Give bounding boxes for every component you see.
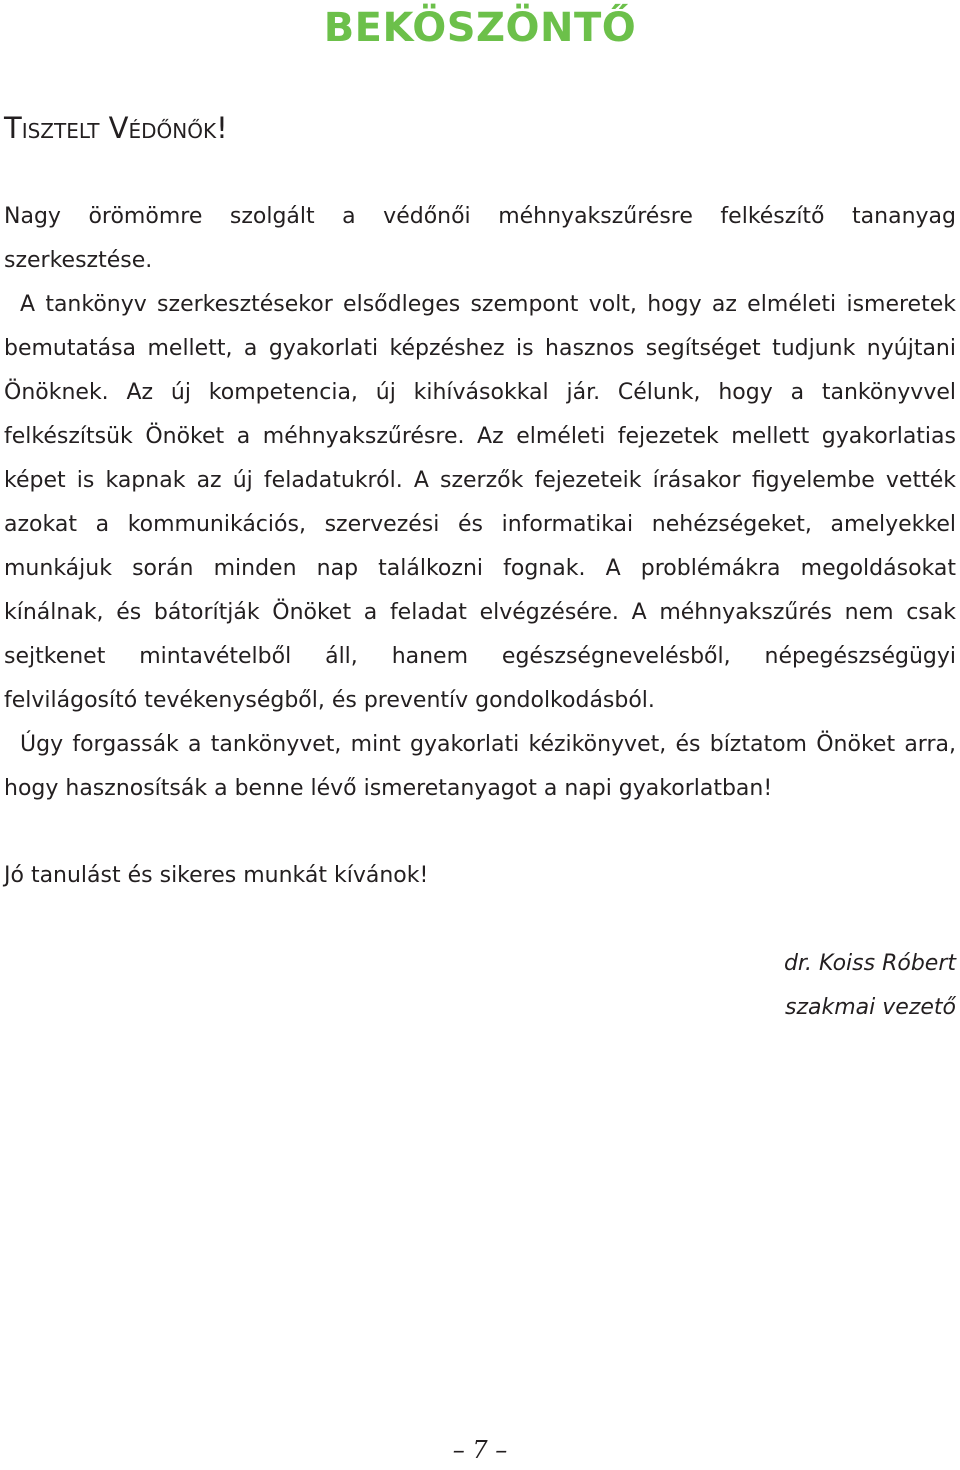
salutation: Tisztelt Védőnők!: [4, 111, 228, 145]
signature-name: dr. Koiss Róbert: [783, 951, 956, 976]
signature-role: szakmai vezető: [785, 995, 956, 1020]
body-text: [4, 195, 956, 811]
signature-block: [784, 942, 956, 1030]
page-number: – 7 –: [452, 1436, 508, 1464]
paragraph-1: Nagy örömömre szolgált a védőnői méhnyakszűrésre felkészítő tananyag szerkesztése.: [4, 204, 956, 273]
paragraph-2: A tankönyv szerkesztésekor elsődleges szempont volt, hogy az elméleti ismeretek bemutatása mellett, a gyakorlati képzéshez is hasznos segítséget tudjunk nyújtani Önöknek. Az új kompetencia, új kihívásokkal jár. Célunk, hogy a tankönyvvel felkészítsük Önöket a méhnyakszűrésre. Az elméleti fejezetek mellett gyakorlatias képet is kapnak az új feladatukról. A szerzők fejezeteik írásakor figyelembe vették azokat a kommunikációs, szervezési és informatikai nehézségeket, amelyekkel munkájuk során minden nap találkozni fognak. A problémákra megoldásokat kínálnak, és bátorítják Önöket a feladat elvégzésére. A méhnyakszűrés nem csak sejtkenet mintavételből áll, hanem egészségnevelésből, népegészségügyi felvilágosító tevékenységből, és preventív gondolkodásból.: [4, 292, 956, 713]
closing-line: Jó tanulást és sikeres munkát kívánok!: [4, 863, 429, 888]
page-title: BEKÖSZÖNTŐ: [323, 5, 637, 51]
paragraph-3: Úgy forgassák a tankönyvet, mint gyakorlati kézikönyvet, és bíztatom Önöket arra, hogy hasznosítsák a benne lévő ismeretanyagot a napi gyakorlatban!: [4, 732, 956, 801]
